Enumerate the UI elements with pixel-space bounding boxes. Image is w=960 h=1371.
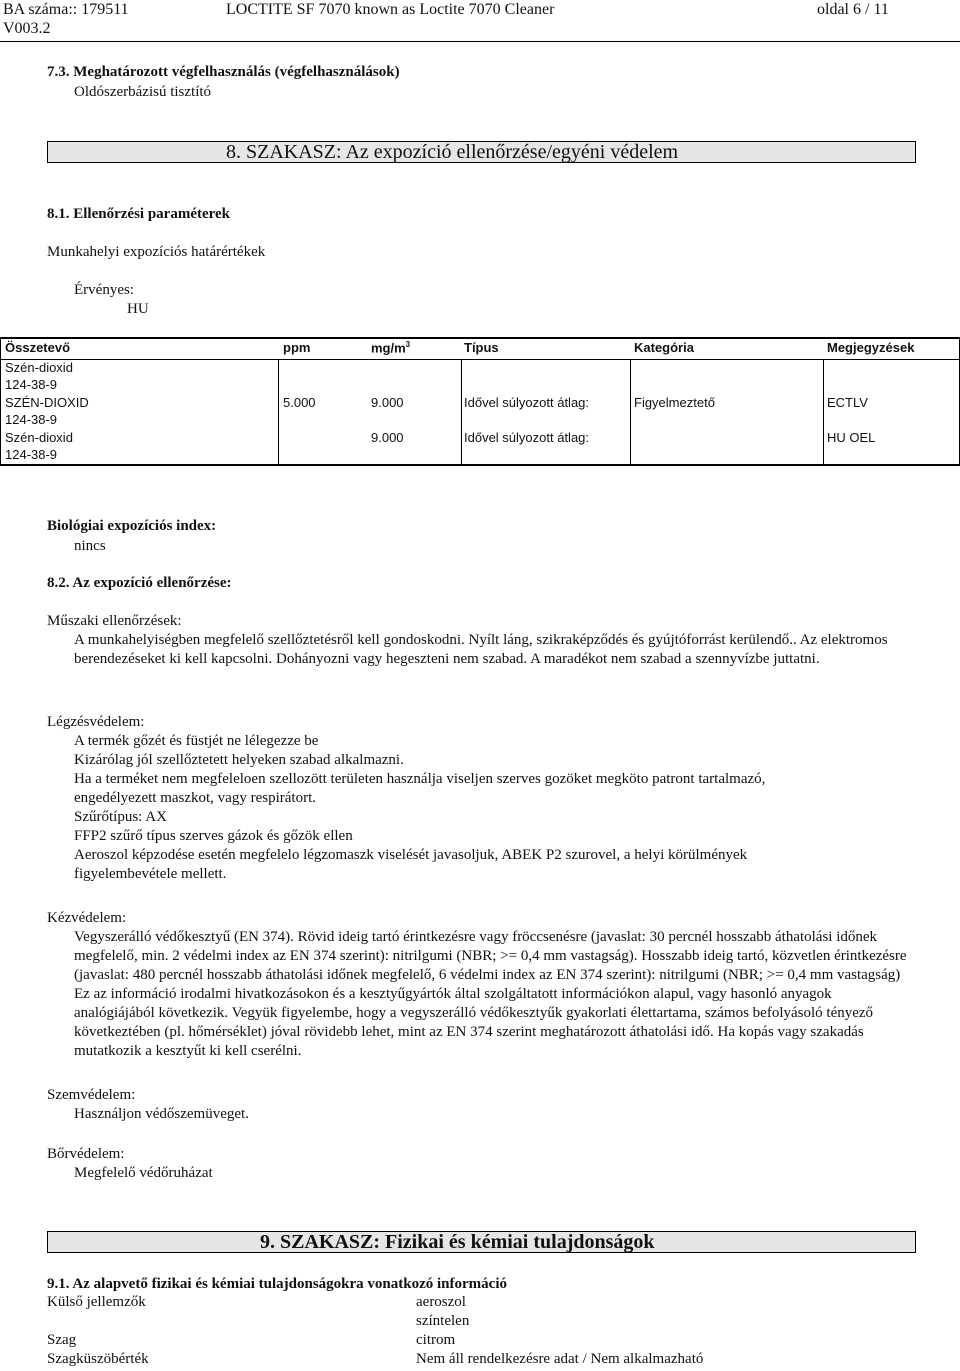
col-header-ppm: ppm: [283, 340, 311, 355]
section-7-3-title: 7.3. Meghatározott végfelhasználás (végfelhasználások): [47, 64, 400, 80]
section-8-1-title: 8.1. Ellenőrzési paraméterek: [47, 206, 231, 222]
section-9-title: 9. SZAKASZ: Fizikai és kémiai tulajdonságok: [260, 1231, 655, 1253]
col-header-category: Kategória: [634, 340, 694, 355]
table-row-cas: 124-38-9: [5, 412, 58, 427]
tech-controls-title: Műszaki ellenőrzések:: [47, 613, 182, 629]
table-row-cas: 124-38-9: [5, 447, 58, 462]
section-7-3-value: Oldószerbázisú tisztító: [74, 84, 212, 100]
header-divider: [0, 41, 960, 42]
skin-protection-title: Bőrvédelem:: [47, 1146, 125, 1162]
respiratory-line: FFP2 szűrő típus szerves gázok és gőzök ellen: [74, 828, 353, 844]
prop-value: Nem áll rendelkezésre adat / Nem alkalmazható: [416, 1351, 704, 1367]
table-row-name: Szén-dioxid: [5, 430, 73, 445]
table-row-notes: HU OEL: [827, 430, 876, 445]
limits-title: Munkahelyi expozíciós határértékek: [47, 244, 266, 260]
table-bottom-border: [0, 464, 960, 466]
table-row-cas: 124-38-9: [5, 377, 58, 392]
bio-index-title: Biológiai expozíciós index:: [47, 518, 217, 534]
respiratory-line: Szűrőtípus: AX: [74, 809, 167, 825]
col-separator: [278, 359, 279, 464]
respiratory-line: Ha a terméket nem megfeleloen szellozött területen használja viseljen szerves gozöket megköto patront tartalmazó, engedélyezett maszkot, vagy respirátort.: [74, 771, 766, 806]
prop-value: színtelen: [416, 1313, 470, 1329]
table-row-type: Idővel súlyozott átlag:: [464, 430, 590, 445]
product-name: LOCTITE SF 7070 known as Loctite 7070 Cleaner: [226, 1, 555, 18]
eye-protection-value: Használjon védőszemüveget.: [74, 1106, 249, 1122]
prop-label: Szag: [47, 1332, 77, 1348]
respiratory-line: Aeroszol képzodése esetén megfelelo légzomaszk viselését javasoljuk, ABEK P2 szurovel, a helyi körülmények figyelembevétele mellett.: [74, 847, 748, 882]
respiratory-title: Légzésvédelem:: [47, 714, 145, 730]
col-header-type: Típus: [464, 340, 499, 355]
table-row-ppm: 5.000: [283, 395, 316, 410]
col-header-mgm3: $mg/m^3$: [371, 340, 411, 356]
col-separator: [823, 359, 824, 464]
table-row-category: Figyelmeztető: [634, 395, 715, 410]
invoice-number: BA száma:: 179511: [3, 1, 129, 18]
eye-protection-title: Szemvédelem:: [47, 1087, 136, 1103]
bio-index-value: nincs: [74, 538, 106, 554]
table-top-border: [0, 337, 960, 339]
table-row-name: Szén-dioxid: [5, 360, 73, 375]
table-row-mgm3: 9.000: [371, 430, 404, 445]
section-8-title: 8. SZAKASZ: Az expozíció ellenőrzése/egyéni védelem: [226, 141, 679, 163]
table-row-notes: ECTLV: [827, 395, 868, 410]
table-row-mgm3: 9.000: [371, 395, 404, 410]
table-row-name: SZÉN-DIOXID: [5, 395, 89, 410]
col-header-notes: Megjegyzések: [827, 340, 915, 355]
respiratory-line: Kizárólag jól szellőztetett helyeken szabad alkalmazni.: [74, 752, 404, 768]
hand-protection-title: Kézvédelem:: [47, 910, 127, 926]
table-left-border: [0, 337, 1, 466]
page-number: oldal 6 / 11: [817, 1, 889, 18]
col-separator: [630, 359, 631, 464]
prop-label: Külső jellemzők: [47, 1294, 146, 1310]
version: V003.2: [3, 20, 51, 37]
prop-value: citrom: [416, 1332, 456, 1348]
table-header-border: [0, 359, 960, 360]
tech-controls-text: A munkahelyiségben megfelelő szellőztetésről kell gondoskodni. Nyílt láng, szikraképződés és gyújtóforrást kerülendő.. Az elektromos berendezéseket ki kell kapcsolni. Dohányozni vagy hegeszteni nem szabad. A maradékot nem szabad a szennyvízbe juttatni.: [74, 632, 888, 667]
prop-label: Szagküszöbérték: [47, 1351, 149, 1367]
valid-label: Érvényes:: [74, 282, 134, 298]
respiratory-line: A termék gőzét és füstjét ne lélegezze be: [74, 733, 319, 749]
valid-value: HU: [127, 301, 149, 317]
hand-protection-text: Vegyszerálló védőkesztyű (EN 374). Rövid ideig tartó érintkezésre vagy fröccsenésre (javaslat: 30 percnél hosszabb áthatolási időnek megfelelő, min. 2 védelmi index az EN 374 szerint): nitrilgumi (NBR; >= 0,4 mm vastagság). Hosszabb ideig tartó, közvetlen érintkezésre (javaslat: 480 percnél hosszabb áthatolási időnek megfelelő, 6 védelmi index az EN 374 szerint): nitrilgumi (NBR; >= 0,4 mm vastagság) Ez az információ irodalmi hivatkozásokon és a kesztyűgyártók által szolgáltatott információkon alapul, vagy hasonló anyagok analógiájából következik. Vegyük figyelembe, hogy a vegyszerálló védőkesztyűk gyakorlati élettartama, számos befolyásoló tényező következtében (pl. hőmérséklet) jóval rövidebb lehet, mint az EN 374 szerint meghatározott áthatolási idő. Ha kopás vagy szakadás mutatkozik a kesztyűt ki kell cserélni.: [74, 929, 907, 1059]
section-8-2-title: 8.2. Az expozíció ellenőrzése:: [47, 575, 232, 591]
skin-protection-value: Megfelelő védőruházat: [74, 1165, 213, 1181]
col-header-component: Összetevő: [5, 340, 71, 355]
section-9-1-title: 9.1. Az alapvető fizikai és kémiai tulajdonságokra vonatkozó információ: [47, 1276, 507, 1292]
table-row-type: Idővel súlyozott átlag:: [464, 395, 590, 410]
col-separator: [461, 359, 462, 464]
prop-value: aeroszol: [416, 1294, 466, 1310]
